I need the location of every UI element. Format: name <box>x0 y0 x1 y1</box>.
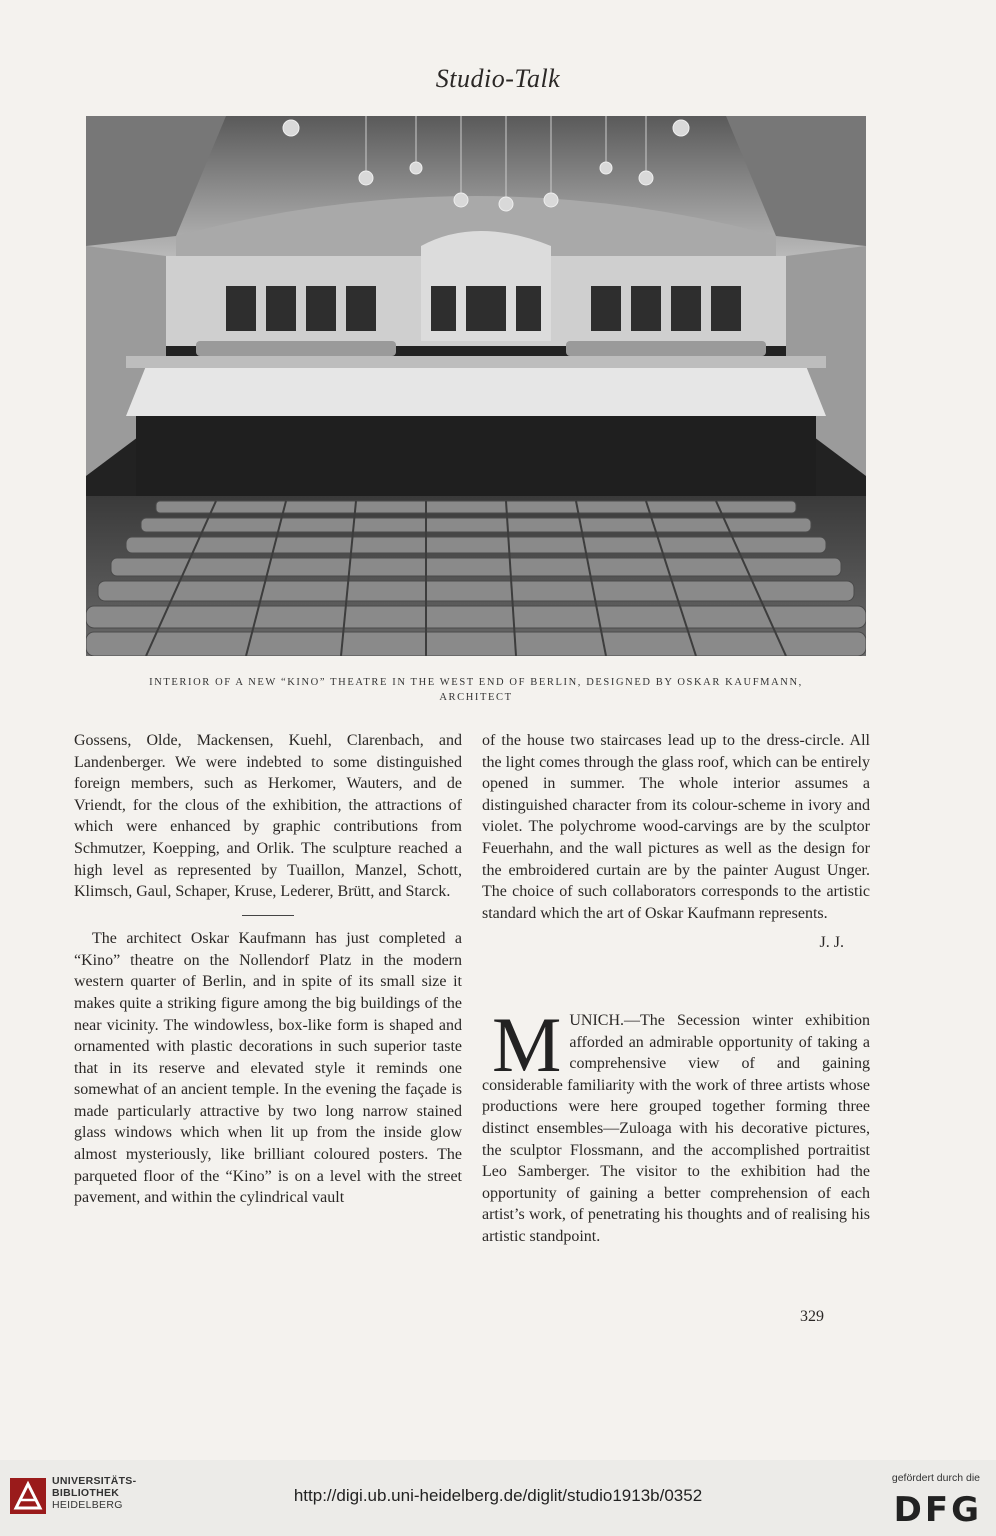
caption-line-2: ARCHITECT <box>439 692 513 703</box>
footer-bar <box>0 1460 996 1536</box>
source-url-link[interactable]: http://digi.ub.uni-heidelberg.de/diglit/studio1913b/0352 <box>293 1486 703 1505</box>
caption-line-1: INTERIOR OF A NEW “KINO” THEATRE IN THE WEST END OF BERLIN, DESIGNED BY OSKAR KAUFMANN, <box>149 677 803 688</box>
library-line-2: BIBLIOTHEK <box>52 1487 120 1499</box>
munich-paragraph <box>482 1000 870 1248</box>
left-paragraph-2: The architect Oskar Kaufmann has just completed a “Kino” theatre on the Nollendorf Platz in the modern western quarter of Berlin, and in spite of its small size it makes quite a striking figure among the big buildings of the near vicinity. The windowless, box-like form is shaped and ornamented with plastic decorations in such superior taste that in its reserve and elevated style it reminds one somewhat of an ancient temple. In the evening the façade is made particularly attractive by two long narrow stained glass windows which when lit up from the inside glow almost mysteriously, like brilliant coloured posters. The parqueted floor of the “Kino” is on a level with the street pavement, and within the cylindrical vault <box>74 930 462 1207</box>
funded-by-label: gefördert durch die <box>891 1472 980 1484</box>
section-divider <box>242 915 294 916</box>
library-line-3: HEIDELBERG <box>52 1499 123 1511</box>
left-paragraph-1: Gossens, Olde, Mackensen, Kuehl, Clarenbach, and Landenberger. We were indebted to some distinguished foreign members, such as Herkomer, Wauters, and de Vriendt, for the clous of the exhibition, the attractions of which were enhanced by graphic contributions from Schmutzer, Koepping, and Orlik. The sculpture reached a high level as represented by Tuaillon, Manzel, Schott, Klimsch, Gaul, Schaper, Kruse, Lederer, Brütt, and Starck. <box>74 732 462 901</box>
library-line-1: UNIVERSITÄTS- <box>52 1475 137 1487</box>
right-paragraph-1: of the house two staircases lead up to the dress-circle. All the light comes through the glass roof, which can be entirely opened in summer. The whole interior assumes a distinguished character from its colour-scheme in ivory and violet. The polychrome wood-carvings are by the sculptor Feuerhahn, and the wall pictures as well as the design for the embroidered curtain are by the painter August Unger. The choice of such collaborators corresponds to the artistic standard which the art of Oskar Kaufmann represents. <box>482 732 870 922</box>
running-head: Studio-Talk <box>435 64 561 93</box>
munich-text: UNICH.—The Secession winter exhibition afforded an admirable opportunity of taking a comprehensive view of and gaining considerable familiarity with the work of three artists whose productions were here grouped together forming three distinct ensembles—Zuloaga with his decorative pictures, the sculptor Flossmann, and the accomplished portraitist Leo Samberger. The visitor to the exhibition had the opportunity of gaining a better comprehension of each artist’s work, of penetrating his thoughts and of realising his artistic standpoint. <box>482 1011 870 1245</box>
page-number: 329 <box>800 1308 824 1325</box>
drop-cap: M <box>492 1000 562 1088</box>
dfg-logo: DFG <box>893 1490 982 1530</box>
theatre-interior-photo <box>86 116 866 656</box>
author-signature: J. J. <box>819 934 844 952</box>
figure-caption <box>86 675 866 705</box>
left-column <box>74 730 462 1209</box>
right-column <box>482 730 870 1247</box>
